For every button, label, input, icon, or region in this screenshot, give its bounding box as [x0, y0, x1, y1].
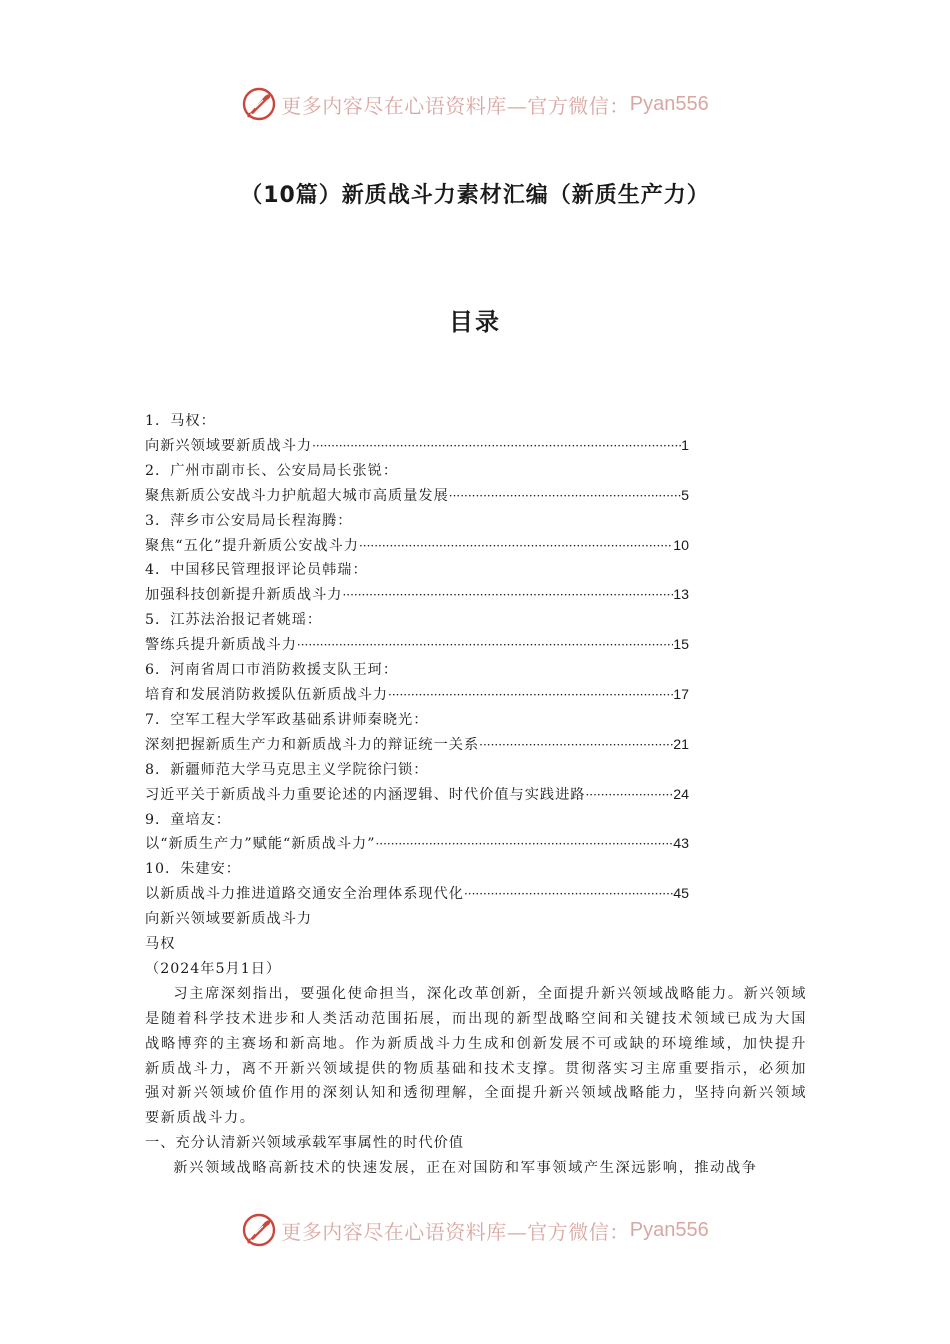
toc-page-number: 24: [673, 786, 689, 803]
toc-dot-leader: [585, 783, 673, 808]
banner-text: 更多内容尽在心语资料库—官方微信：: [281, 93, 630, 118]
quill-pen-icon: [241, 1212, 277, 1248]
toc-author: 9．童培友：: [145, 811, 231, 828]
toc-dot-leader: [297, 633, 673, 658]
toc-author: 8．新疆师范大学马克思主义学院徐闩锁：: [145, 761, 429, 778]
toc-page-number: 5: [681, 487, 689, 504]
toc-entry[interactable]: [145, 434, 807, 459]
article-paragraph: 新兴领域战略高新技术的快速发展，正在对国防和军事领域产生深远影响，推动战争: [173, 1160, 758, 1177]
article-author: 马权: [145, 936, 176, 953]
toc-dot-leader: [464, 882, 673, 907]
toc-entry-title: 加强科技创新提升新质战斗力: [145, 587, 343, 604]
header-banner: [0, 82, 950, 126]
toc-entry-title: 习近平关于新质战斗力重要论述的内涵逻辑、时代价值与实践进路: [145, 786, 586, 803]
toc-entry[interactable]: [145, 583, 807, 608]
toc-entry-title: 聚焦“五化”提升新质公安战斗力: [145, 537, 359, 554]
toc-author: 6．河南省周口市消防救援支队王珂：: [145, 662, 399, 679]
article-date: （2024年5月1日）: [145, 960, 282, 977]
toc-author: 2．广州市副市长、公安局局长张锐：: [145, 462, 399, 479]
toc-entry-title: 聚焦新质公安战斗力护航超大城市高质量发展: [145, 487, 449, 504]
banner-wechat-id: Pyan556: [629, 92, 709, 115]
toc-author: 10．朱建安：: [145, 861, 241, 878]
toc-entry-title: 培育和发展消防救援队伍新质战斗力: [145, 686, 389, 703]
banner-wechat-id: Pyan556: [629, 1218, 709, 1241]
toc-page-number: 1: [681, 437, 689, 454]
toc-page-number: 13: [673, 587, 689, 604]
toc-entry[interactable]: [145, 783, 807, 808]
toc-entry[interactable]: [145, 832, 807, 857]
banner-text: 更多内容尽在心语资料库—官方微信：: [281, 1219, 630, 1244]
toc-dot-leader: [312, 434, 681, 459]
toc-author: 3．萍乡市公安局局长程海腾：: [145, 512, 353, 529]
toc-page-number: 15: [673, 637, 689, 654]
toc-author: 1．马权：: [145, 413, 216, 429]
article-title: 向新兴领域要新质战斗力: [145, 911, 313, 928]
toc-dot-leader: [479, 733, 673, 758]
quill-pen-icon: [241, 86, 277, 122]
toc-dot-leader: [449, 484, 681, 509]
toc-entry[interactable]: [145, 633, 807, 658]
toc-entry-title: 警练兵提升新质战斗力: [145, 637, 297, 654]
toc-author: 5．江苏法治报记者姚瑶：: [145, 612, 323, 629]
toc-entry-title: 以“新质生产力”赋能“新质战斗力”: [145, 836, 376, 853]
toc-dot-leader: [375, 832, 673, 857]
toc-entry[interactable]: [145, 733, 807, 758]
toc-page-number: 21: [673, 736, 689, 753]
toc-dot-leader: [388, 683, 673, 708]
toc-heading: 目录: [449, 308, 501, 336]
toc-entry[interactable]: [145, 882, 807, 907]
toc-page-number: 17: [673, 686, 689, 703]
toc-author: 4．中国移民管理报评论员韩瑞：: [145, 562, 368, 579]
toc-entry-title: 深刻把握新质生产力和新质战斗力的辩证统一关系: [145, 736, 480, 753]
toc-author: 7．空军工程大学军政基础系讲师秦晓光：: [145, 711, 429, 728]
toc-entry[interactable]: [145, 683, 807, 708]
table-of-contents: [145, 409, 807, 907]
article-paragraph: 习主席深刻指出，要强化使命担当，深化改革创新，全面提升新兴领域战略能力。新兴领域是随着科学技术进步和人类活动范围拓展，而出现的新型战略空间和关键技术领域已成为大国战略博弈的主赛场和新高地。作为新质战斗力生成和创新发展不可或缺的环境维域，加快提升新质战斗力，离不开新兴领域提供的物质基础和技术支撑。贯彻落实习主席重要指示，必须加强对新兴领域价值作用的深刻认知和透彻理解，全面提升新兴领域战略能力，坚持向新兴领域要新质战斗力。: [145, 985, 807, 1127]
toc-dot-leader: [359, 534, 673, 559]
toc-page-number: 43: [673, 836, 689, 853]
toc-entry[interactable]: [145, 484, 807, 509]
toc-page-number: 10: [673, 537, 689, 554]
document-title: （10篇）新质战斗力素材汇编（新质生产力）: [240, 183, 710, 208]
toc-dot-leader: [342, 583, 673, 608]
toc-page-number: 45: [673, 886, 689, 903]
section-heading: 一、充分认清新兴领域承载军事属性的时代价值: [145, 1135, 464, 1152]
toc-entry[interactable]: [145, 534, 807, 559]
footer-banner: [0, 1208, 950, 1252]
toc-entry-title: 向新兴领域要新质战斗力: [145, 437, 313, 454]
toc-entry-title: 以新质战斗力推进道路交通安全治理体系现代化: [145, 886, 464, 903]
document-body: [145, 409, 807, 1181]
